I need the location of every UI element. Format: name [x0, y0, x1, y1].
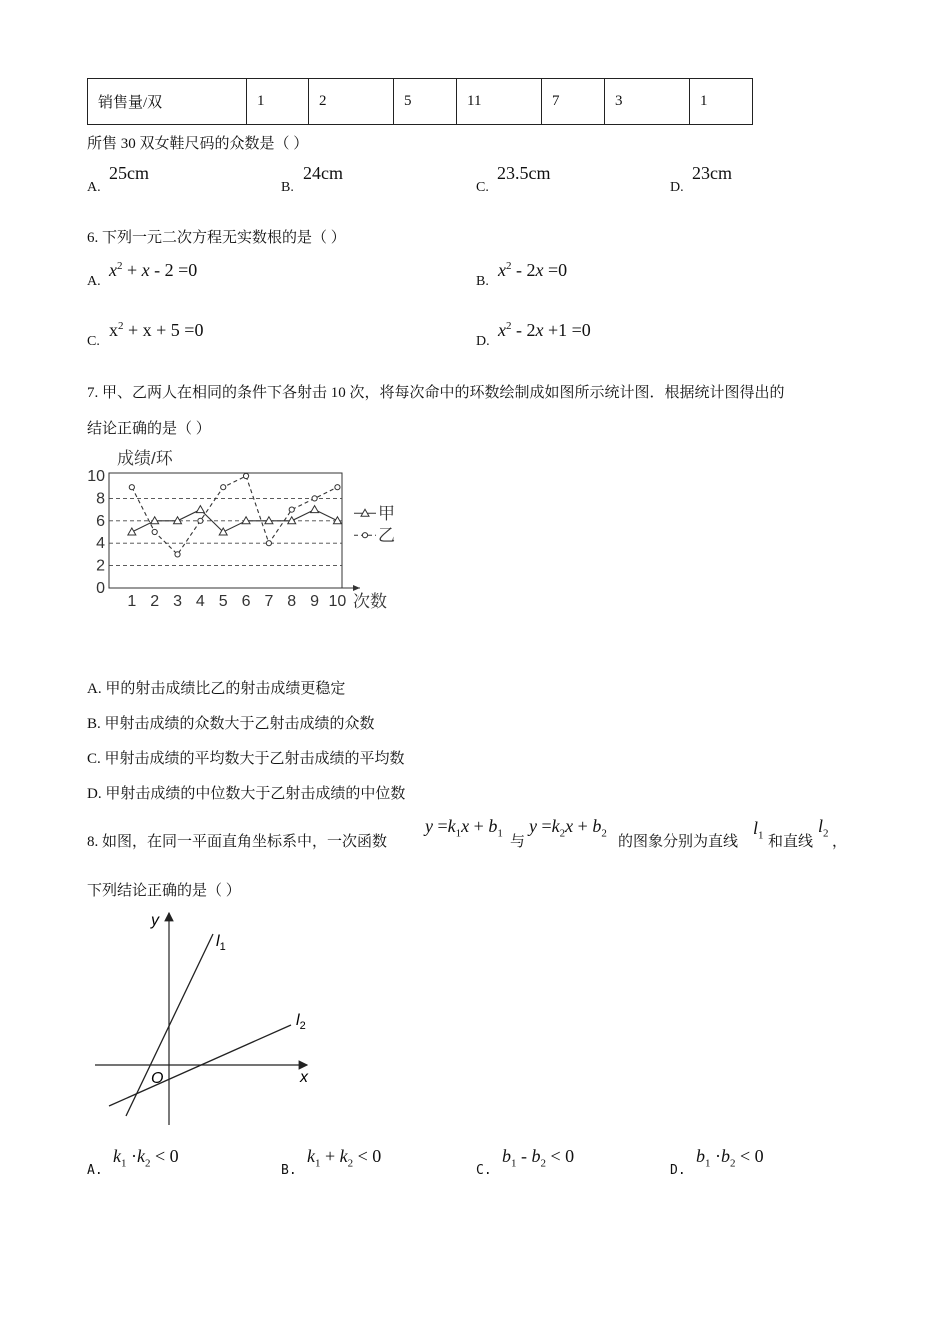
origin-label: O: [151, 1070, 164, 1087]
x-tick-label: 7: [264, 593, 274, 610]
sales-table: [87, 78, 753, 125]
q8-option-d-expression: $b_1 \cdot b_2 < 0$: [696, 1146, 764, 1170]
q6-option-c-label: C.: [87, 334, 100, 349]
q5-option-d-value: 23cm: [692, 163, 732, 183]
data-point-circle: [198, 518, 203, 523]
data-point-circle: [243, 473, 248, 478]
q8-option-d-label: D.: [670, 1163, 686, 1178]
y-tick-label: 0: [96, 580, 105, 597]
q6-option-a-label: A.: [87, 274, 101, 289]
q5-option-b-label: B.: [281, 180, 294, 195]
x-tick-label: 9: [310, 593, 320, 610]
legend-label: 乙: [378, 526, 395, 546]
y-tick-label: 4: [96, 535, 105, 553]
y-axis-name: y: [151, 912, 159, 929]
data-point-circle: [312, 496, 317, 501]
l2-label: $l_2$: [296, 1012, 306, 1032]
table-cell: 销售量/双: [88, 79, 247, 125]
q6-option-d-equation: $x^2 - 2x +1 =0$: [498, 320, 591, 340]
table-cell: 1: [247, 79, 309, 125]
y-tick-label: 2: [96, 557, 105, 575]
q8-function-2: $y =k_2x + b_2$: [529, 816, 607, 840]
line-l1-symbol: $l_1$: [753, 818, 764, 842]
q5-option-a-label: A.: [87, 180, 101, 195]
q6-option-b-label: B.: [476, 274, 489, 289]
q5-option-a-value: 25cm: [109, 163, 149, 183]
x-tick-label: 10: [328, 593, 347, 610]
q8-option-a-label: A.: [87, 1163, 103, 1178]
coordinate-diagram: [85, 905, 325, 1130]
table-cell: 2: [309, 79, 394, 125]
y-tick-label: 6: [96, 512, 105, 530]
q6-stem: 6. 下列一元二次方程无实数根的是（ ）: [87, 230, 346, 246]
q8-stem-prefix: 8. 如图，在同一平面直角坐标系中，一次函数: [87, 834, 388, 850]
y-tick-label: 8: [96, 490, 105, 508]
q5-option-b-value: 24cm: [303, 163, 343, 183]
table-cell: 7: [542, 79, 605, 125]
q8-stem-suffix: 的图象分别为直线: [618, 834, 739, 850]
q6-option-d-label: D.: [476, 334, 490, 349]
q8-option-b-label: B.: [281, 1163, 297, 1178]
x-tick-label: 4: [195, 593, 205, 610]
data-point-circle: [175, 552, 180, 557]
x-axis-arrow: [353, 585, 360, 591]
q5-stem: 所售 30 双女鞋尺码的众数是（ ）: [87, 136, 309, 152]
x-tick-label: 8: [287, 593, 297, 610]
series-line-2: [132, 476, 338, 554]
q8-stem-mid: 与: [510, 834, 526, 850]
q7-stem-line2: 结论正确的是（ ）: [87, 421, 211, 437]
line-l2-symbol: $l_2$: [818, 816, 829, 840]
x-axis-name: x: [300, 1069, 308, 1086]
q5-option-c-value: 23.5cm: [497, 163, 551, 183]
q8-option-b-expression: $k_1 + k_2 < 0$: [307, 1146, 382, 1170]
l1-label: $l_1$: [216, 933, 226, 953]
q8-stem-and: 和直线: [768, 834, 814, 850]
x-tick-label: 3: [173, 593, 182, 610]
data-point-triangle: [196, 506, 204, 513]
data-point-triangle: [311, 506, 319, 513]
q5-option-d-label: D.: [670, 180, 684, 195]
x-tick-label: 6: [241, 593, 251, 610]
q7-option-b: B. 甲射击成绩的众数大于乙射击成绩的众数: [87, 716, 375, 732]
data-point-triangle: [128, 528, 136, 535]
q8-option-c-expression: $b_1 - b_2 < 0$: [502, 1146, 575, 1170]
q8-stem-line2: 下列结论正确的是（ ）: [87, 883, 241, 899]
q7-stem-line1: 7. 甲、乙两人在相同的条件下各射击 10 次，将每次命中的环数绘制成如图所示统计图．根据统计图得出的: [87, 385, 785, 401]
legend-marker-circle: [362, 533, 367, 538]
q7-option-a: A. 甲的射击成绩比乙的射击成绩更稳定: [87, 681, 346, 697]
q7-option-d: D. 甲射击成绩的中位数大于乙射击成绩的中位数: [87, 786, 406, 802]
legend-label: 甲: [378, 504, 395, 524]
shooting-score-chart: [85, 445, 405, 615]
q6-option-b-equation: $x^2 - 2x =0$: [498, 260, 568, 280]
table-cell: 3: [605, 79, 690, 125]
data-point-circle: [335, 485, 340, 490]
data-point-circle: [152, 529, 157, 534]
q8-option-c-label: C.: [476, 1163, 492, 1178]
q5-option-c-label: C.: [476, 180, 489, 195]
data-point-triangle: [333, 517, 341, 524]
x-tick-label: 1: [127, 593, 137, 610]
x-tick-label: 5: [218, 593, 228, 610]
table-cell: 1: [690, 79, 753, 125]
x-tick-label: 2: [150, 593, 160, 610]
y-tick-label: 10: [87, 468, 105, 485]
y-axis-label: 成绩/环: [117, 449, 173, 468]
table-row: [88, 79, 753, 125]
data-point-circle: [289, 507, 294, 512]
x-axis-label: 次数: [353, 592, 387, 611]
data-point-circle: [221, 485, 226, 490]
q8-function-1: $y =k_1x + b_1$: [425, 816, 503, 840]
q6-option-a-equation: $x^2 + x - 2 =0$: [109, 260, 198, 280]
data-point-circle: [266, 541, 271, 546]
q6-option-c-equation: $x^2 + x + 5 =0$: [109, 320, 204, 340]
q8-option-a-expression: $k_1 \cdot k_2 < 0$: [113, 1146, 179, 1170]
table-cell: 11: [457, 79, 542, 125]
table-cell: 5: [394, 79, 457, 125]
q8-stem-end: ，: [832, 834, 848, 850]
data-point-circle: [129, 485, 134, 490]
q7-option-c: C. 甲射击成绩的平均数大于乙射击成绩的平均数: [87, 751, 405, 767]
